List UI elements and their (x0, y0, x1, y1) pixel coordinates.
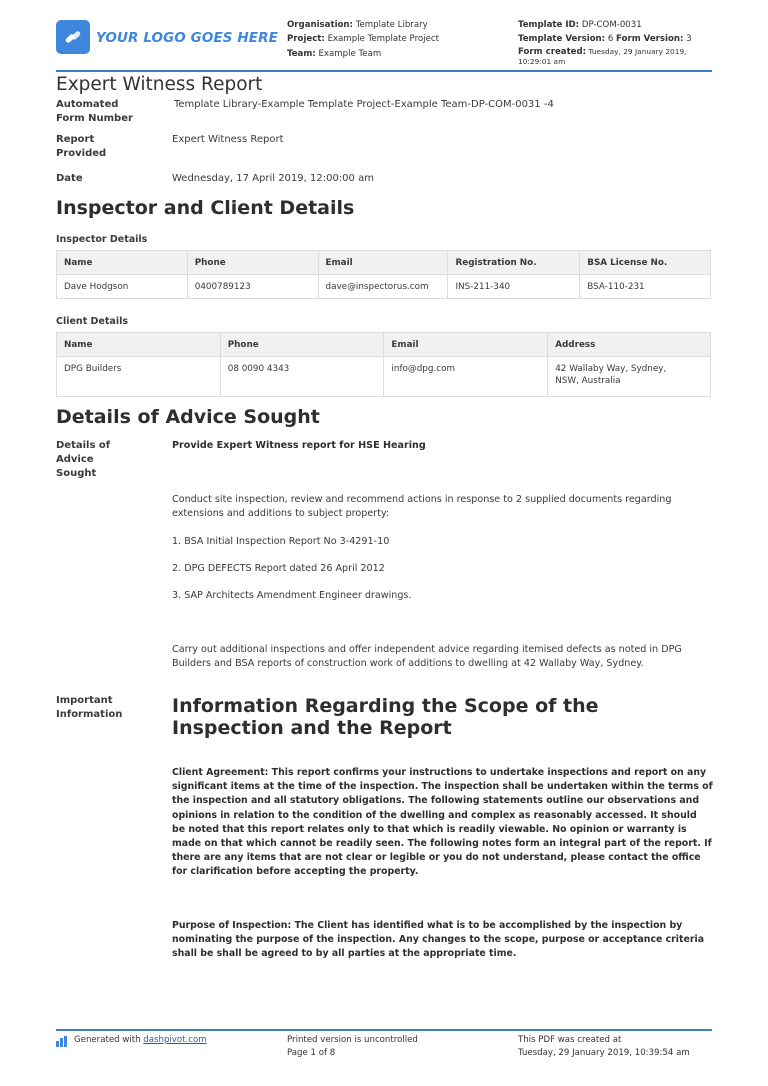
organisation-value: Template Library (355, 20, 428, 30)
date-value: Wednesday, 17 April 2019, 12:00:00 am (172, 173, 374, 184)
table-header-row (57, 333, 711, 357)
team-value: Example Team (318, 48, 382, 59)
inspector-details-heading: Inspector Details (56, 234, 148, 245)
column-header: BSA License No. (580, 251, 711, 275)
important-information-label: Important Information (56, 695, 123, 720)
report-provided-label: Report Provided (56, 134, 107, 159)
automated-form-number-label: Automated Form Number (56, 99, 133, 124)
team-label: Team: (287, 48, 316, 59)
document-title: Expert Witness Report (56, 74, 263, 95)
advice-item-1: 1. BSA Initial Inspection Report No 3-4291-10 (172, 536, 390, 547)
table-header-row (57, 251, 711, 275)
advice-paragraph-2: Carry out additional inspections and offer independent advice regarding itemised defects as noted in DPG Builders and BSA reports of construction work of additions to dwelling at 42 Wallaby Way, Sydney. (172, 644, 682, 669)
advice-sought-title: Provide Expert Witness report for HSE Hearing (172, 440, 426, 451)
project-label: Project: (287, 34, 325, 45)
table-cell: info@dpg.com (384, 357, 548, 397)
header-divider (56, 70, 712, 72)
column-header: Name (57, 251, 188, 275)
column-header: Phone (187, 251, 318, 275)
advice-sought-label: Details of Advice Sought (56, 440, 111, 479)
table-cell: INS-211-340 (448, 275, 580, 299)
dashpivot-bars-icon (56, 1036, 70, 1047)
table-cell: dave@inspectorus.com (318, 275, 448, 299)
client-details-heading: Client Details (56, 316, 128, 327)
date-label: Date (56, 173, 83, 184)
client-agreement-paragraph: Client Agreement: This report confirms your instructions to undertake inspections and report on any significant items at the time of the inspection. The inspection shall be undertaken within the terms of the inspection and all statutory obligations. The following statements outline our observations and opinions in relation to the condition of the dwelling and complex as reasonably accessed. It should be noted that this report relates only to that which is readily viewable. No opinion or warranty is made on that which cannot be readily seen. The following notes form an integral part of the report. If there are any items that are not clear or legible or you do not understand, please contact the office for clarification before accepting the property. (172, 767, 713, 878)
column-header: Email (384, 333, 548, 357)
table-cell: BSA-110-231 (580, 275, 711, 299)
advice-item-3: 3. SAP Architects Amendment Engineer drawings. (172, 590, 412, 601)
form-version-label: Form Version: (616, 34, 684, 45)
purpose-of-inspection-paragraph: Purpose of Inspection: The Client has identified what is to be accomplished by the inspection by nominating the purpose of the inspection. Any changes to the scope, purpose or acceptance criteria shall be shall be agreed to by all parties at the appropriate time. (172, 920, 705, 960)
printed-version-text: Printed version is uncontrolled (287, 1035, 418, 1045)
pdf-created-label: This PDF was created at (518, 1035, 622, 1045)
inspector-table (56, 250, 711, 299)
advice-sought-heading: Details of Advice Sought (56, 406, 320, 428)
footer-print-info (287, 1034, 418, 1060)
column-header: Address (548, 333, 711, 357)
template-id-label: Template ID: (518, 20, 580, 30)
footer-divider (56, 1029, 712, 1031)
page-number: Page 1 of 8 (287, 1048, 336, 1058)
report-provided-value: Expert Witness Report (172, 134, 284, 145)
table-cell: 08 0090 4343 (220, 357, 384, 397)
form-created-value: Tuesday, 29 January 2019, 10:29:01 am (518, 46, 687, 66)
table-cell: 42 Wallaby Way, Sydney, NSW, Australia (548, 357, 711, 397)
pdf-created-value: Tuesday, 29 January 2019, 10:39:54 am (518, 1048, 690, 1058)
advice-paragraph-1: Conduct site inspection, review and recommend actions in response to 2 supplied documents regarding extensions and additions to subject property: (172, 494, 672, 519)
table-cell: DPG Builders (57, 357, 221, 397)
template-version-value: 6 (607, 34, 614, 45)
table-cell: 0400789123 (187, 275, 318, 299)
dashpivot-link[interactable]: dashpivot.com (143, 1035, 207, 1045)
footer-generated (74, 1034, 207, 1047)
table-cell: Dave Hodgson (57, 275, 188, 299)
column-header: Email (318, 251, 448, 275)
organisation-label: Organisation: (287, 20, 353, 30)
form-created-label: Form created: (518, 46, 587, 57)
column-header: Phone (220, 333, 384, 357)
logo-text: YOUR LOGO GOES HERE (96, 30, 278, 46)
generated-with-text: Generated with (74, 1035, 144, 1045)
inspector-client-heading: Inspector and Client Details (56, 197, 355, 219)
template-version-label: Template Version: (518, 34, 606, 45)
template-id-value: DP-COM-0031 (581, 20, 642, 30)
footer-pdf-info (518, 1034, 690, 1060)
table-row (57, 275, 711, 299)
table-row (57, 357, 711, 397)
column-header: Registration No. (448, 251, 580, 275)
header-organisation-block (287, 18, 439, 61)
client-table (56, 332, 711, 397)
project-value: Example Template Project (327, 34, 439, 45)
logo-icon (63, 27, 83, 47)
automated-form-number-value: Template Library-Example Template Project-Example Team-DP-COM-0031 -4 (174, 99, 554, 110)
logo-mark (56, 20, 90, 54)
advice-item-2: 2. DPG DEFECTS Report dated 26 April 2012 (172, 563, 385, 574)
column-header: Name (57, 333, 221, 357)
scope-heading: Information Regarding the Scope of the Inspection and the Report (172, 695, 599, 739)
form-version-value: 3 (686, 34, 692, 45)
header-template-block (518, 18, 718, 67)
